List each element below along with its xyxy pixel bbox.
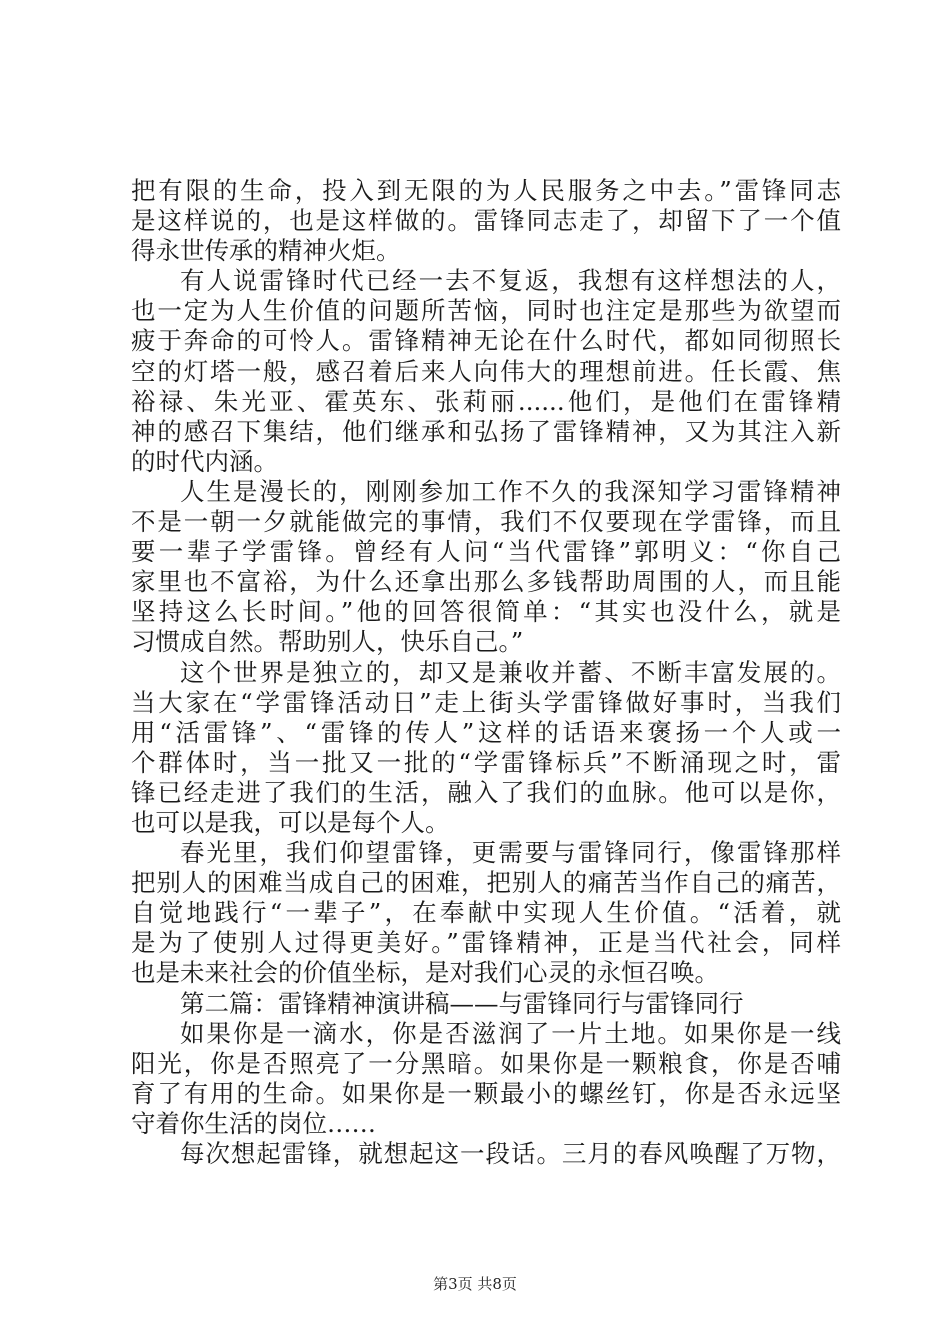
text-line: 第二篇：雷锋精神演讲稿——与雷锋同行与雷锋同行: [180, 988, 744, 1018]
text-line: 每次想起雷锋，就想起这一段话。三月的春风唤醒了万物，: [180, 1139, 841, 1168]
text-line: 锋已经走进了我们的生活，融入了我们的血脉。他可以是你，: [131, 777, 841, 807]
text-line: 裕禄、朱光亚、霍英东、张莉丽......他们，是他们在雷锋精: [131, 386, 841, 416]
text-line: 自觉地践行“一辈子”，在奉献中实现人生价值。“活着，就: [131, 898, 841, 928]
text-line: 神的感召下集结，他们继承和弘扬了雷锋精神，又为其注入新: [131, 416, 841, 446]
page-footer: 第3页 共8页: [433, 1275, 517, 1293]
text-line: 春光里，我们仰望雷锋，更需要与雷锋同行，像雷锋那样: [180, 838, 841, 868]
text-line: 不是一朝一夕就能做完的事情，我们不仅要现在学雷锋，而且: [131, 507, 841, 537]
text-line: 也可以是我，可以是每个人。: [131, 807, 450, 837]
text-line: 有人说雷锋时代已经一去不复返，我想有这样想法的人，: [180, 266, 841, 296]
text-line: 家里也不富裕，为什么还拿出那么多钱帮助周围的人，而且能: [131, 567, 841, 597]
document-body: [131, 176, 841, 1169]
text-line: 坚持这么长时间。”他的回答很简单：“其实也没什么，就是: [131, 597, 841, 627]
text-line: 人生是漫长的，刚刚参加工作不久的我深知学习雷锋精神: [180, 476, 841, 506]
text-line: 把有限的生命，投入到无限的为人民服务之中去。”雷锋同志: [131, 176, 841, 205]
text-line: 这个世界是独立的，却又是兼收并蓄、不断丰富发展的。: [180, 657, 841, 687]
text-line: 是为了使别人过得更美好。”雷锋精神，正是当代社会，同样: [131, 928, 841, 958]
text-line: 是这样说的，也是这样做的。雷锋同志走了，却留下了一个值: [131, 206, 841, 236]
text-line: 如果你是一滴水，你是否滋润了一片土地。如果你是一线: [180, 1018, 841, 1048]
text-line: 把别人的困难当成自己的困难，把别人的痛苦当作自己的痛苦，: [131, 868, 841, 898]
text-line: 个群体时，当一批又一批的“学雷锋标兵”不断涌现之时，雷: [131, 747, 841, 777]
text-line: 守着你生活的岗位……: [131, 1108, 376, 1138]
text-line: 用“活雷锋”、“雷锋的传人”这样的话语来褒扬一个人或一: [131, 717, 841, 747]
text-line: 也一定为人生价值的问题所苦恼，同时也注定是那些为欲望而: [131, 296, 841, 326]
text-line: 的时代内涵。: [131, 446, 278, 476]
text-line: 疲于奔命的可怜人。雷锋精神无论在什么时代，都如同彻照长: [131, 326, 841, 356]
text-line: 得永世传承的精神火炬。: [131, 236, 401, 266]
text-line: 空的灯塔一般，感召着后来人向伟大的理想前进。任长霞、焦: [131, 356, 841, 386]
text-line: 要一辈子学雷锋。曾经有人问“当代雷锋”郭明义：“你自己: [131, 537, 841, 567]
text-line: 阳光，你是否照亮了一分黑暗。如果你是一颗粮食，你是否哺: [131, 1048, 841, 1078]
text-line: 也是未来社会的价值坐标，是对我们心灵的永恒召唤。: [131, 958, 719, 988]
text-line: 当大家在“学雷锋活动日”走上街头学雷锋做好事时，当我们: [131, 687, 841, 717]
text-line: 育了有用的生命。如果你是一颗最小的螺丝钉，你是否永远坚: [131, 1078, 841, 1108]
text-line: 习惯成自然。帮助别人，快乐自己。”: [131, 627, 524, 657]
